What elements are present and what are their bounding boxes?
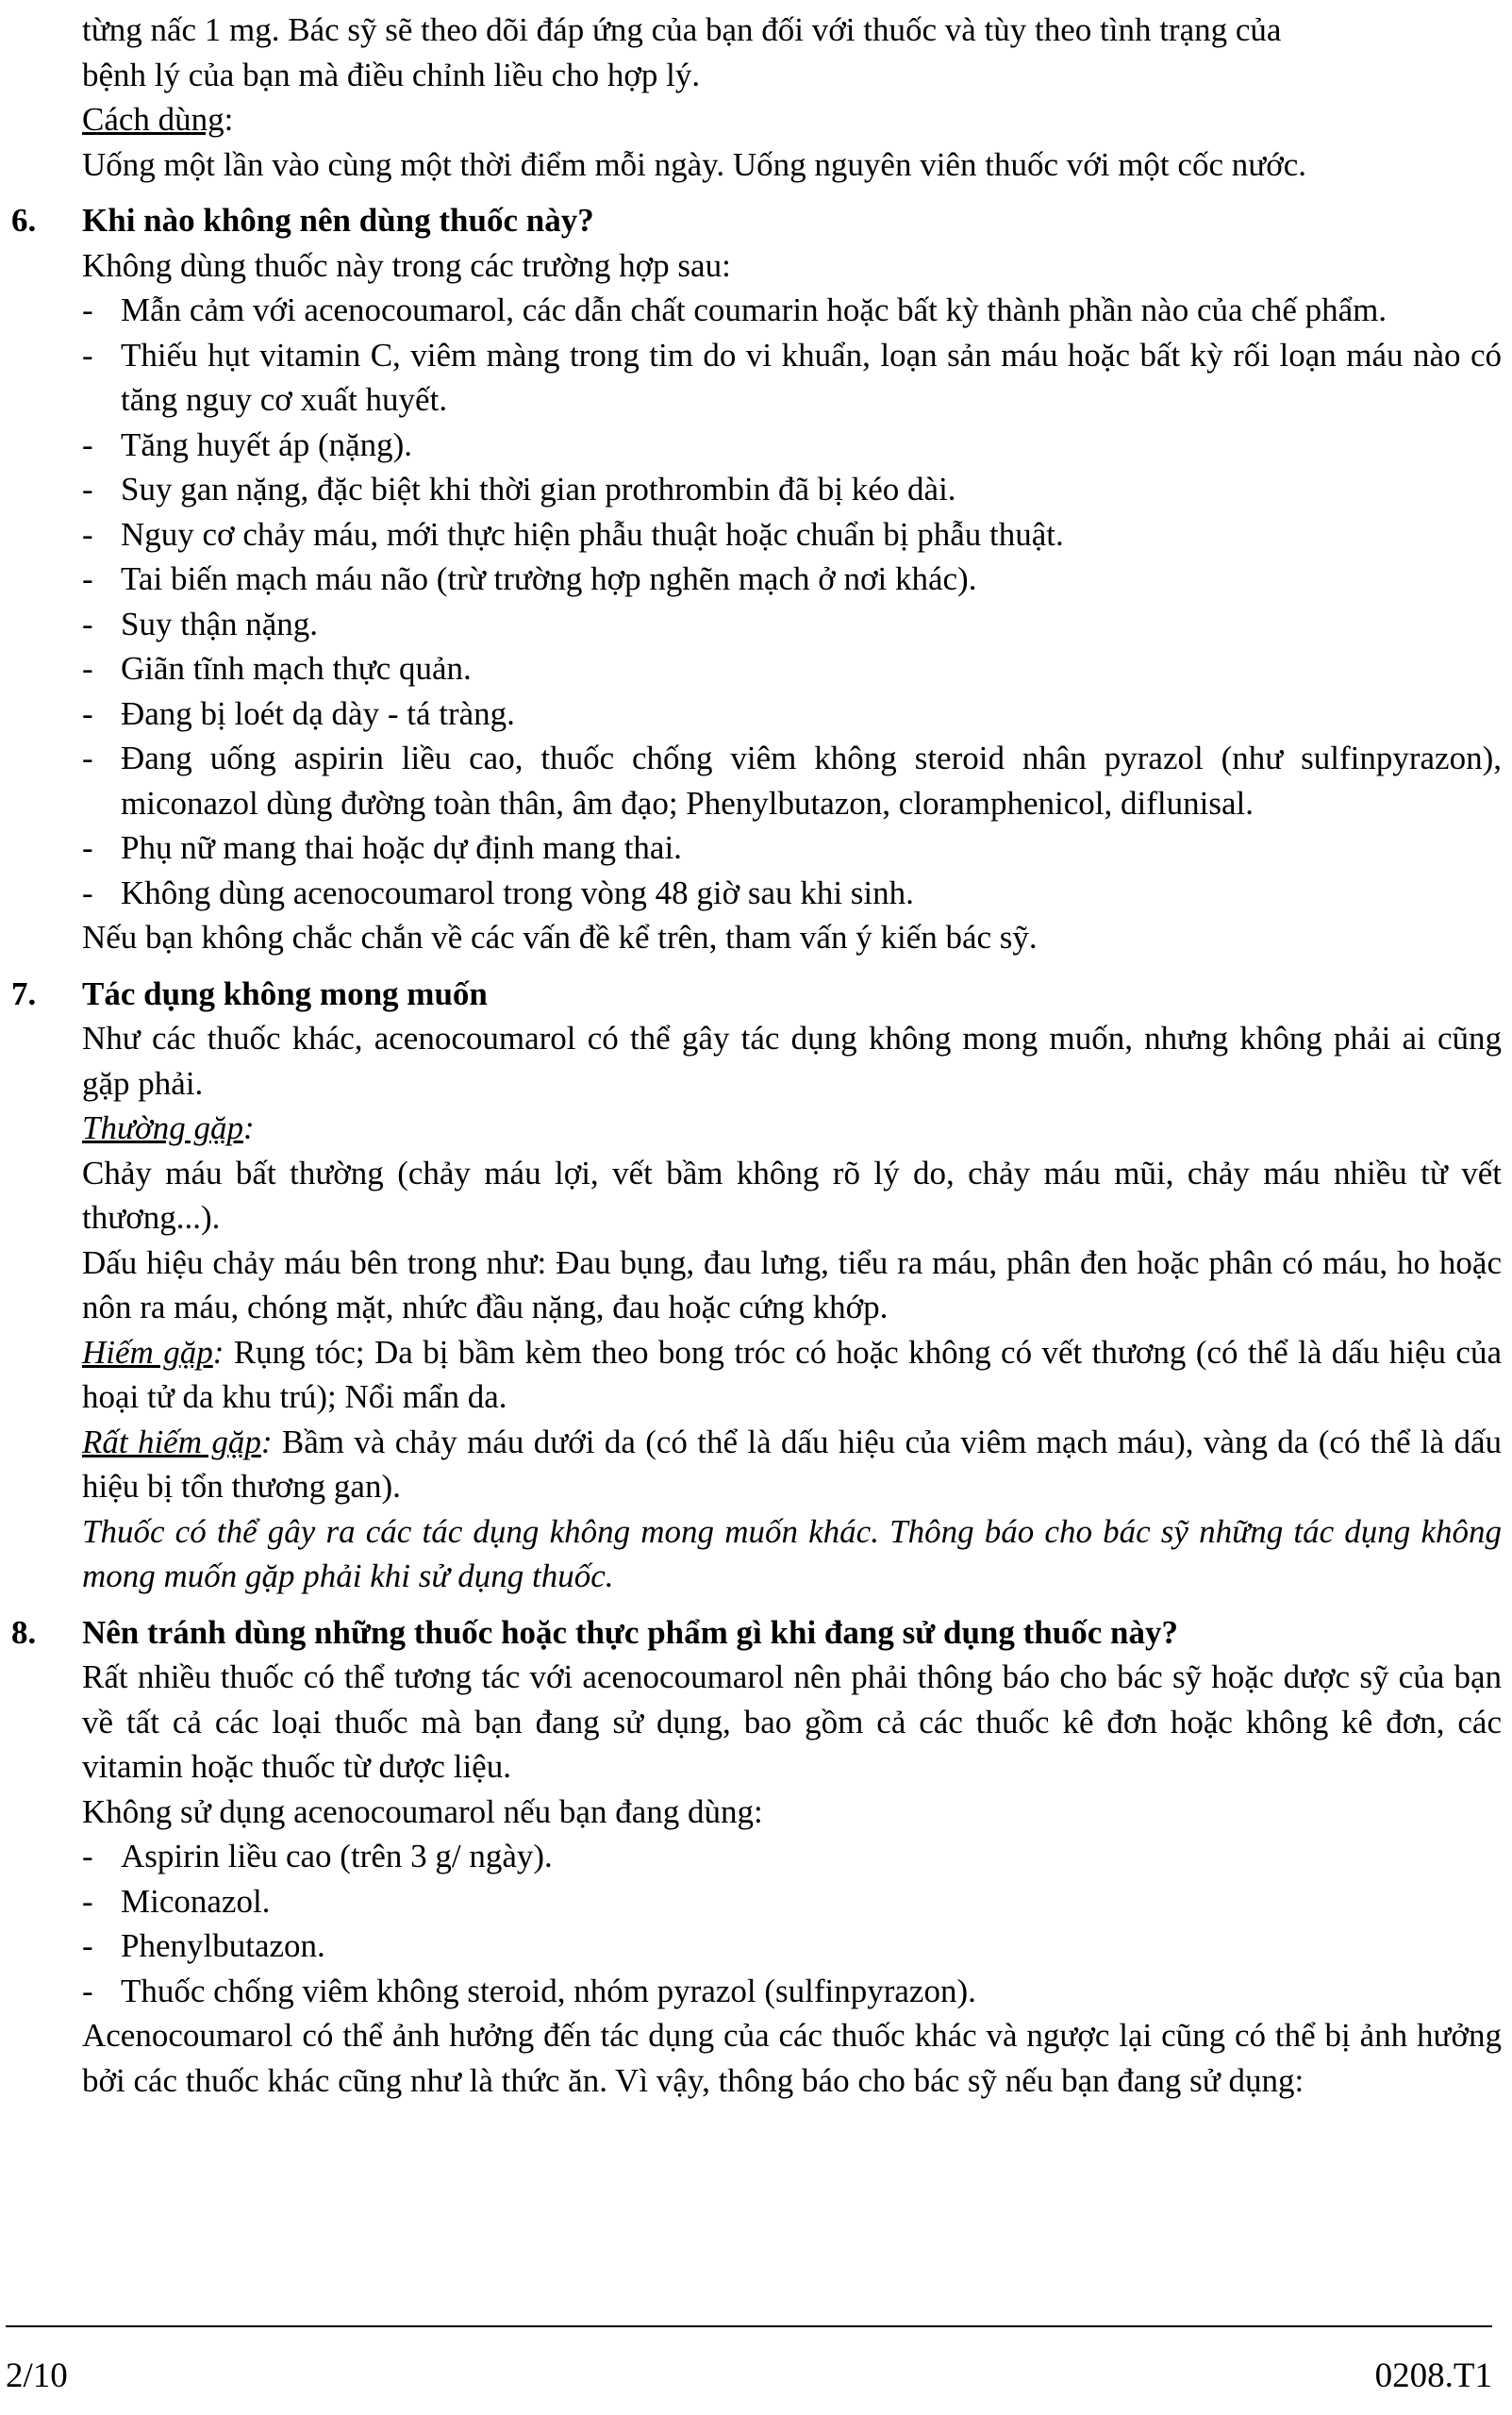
section-6-number: 6. xyxy=(11,202,37,239)
list-item-text: Đang uống aspirin liều cao, thuốc chống viêm không steroid nhân pyrazol (như sulfinpyrazon), miconazol dùng đường toàn thân, âm đạo; Phenylbutazon, cloramphenicol, diflunisal. xyxy=(121,740,1502,822)
very-rare-effects xyxy=(11,1420,1502,1509)
list-item xyxy=(82,1924,1502,1969)
list-dash: - xyxy=(82,829,93,866)
page-content xyxy=(11,8,1502,2103)
dosage-continuation-line-2: bệnh lý của bạn mà điều chỉnh liều cho hợp lý. xyxy=(82,56,701,93)
list-item xyxy=(82,646,1502,691)
list-dash: - xyxy=(82,1972,93,2009)
list-item-text: Thuốc chống viêm không steroid, nhóm pyrazol (sulfinpyrazon). xyxy=(121,1972,976,2009)
list-item-text: Giãn tĩnh mạch thực quản. xyxy=(121,650,472,687)
very-rare-label: Rất hiếm gặp xyxy=(82,1423,261,1460)
rare-text: Rụng tóc; Da bị bầm kèm theo bong tróc có hoặc không có vết thương (có thể là dấu hiệu của hoại tử da khu trú); Nổi mẩn da. xyxy=(82,1333,1502,1415)
list-item xyxy=(82,602,1502,647)
list-dash: - xyxy=(82,1927,93,1964)
dosage-continuation-line-1: từng nấc 1 mg. Bác sỹ sẽ theo dõi đáp ứng của bạn đối với thuốc và tùy theo tình trạng của xyxy=(82,11,1282,48)
list-item-text: Phenylbutazon. xyxy=(121,1927,325,1964)
common-colon: : xyxy=(242,1109,255,1146)
usage-colon: : xyxy=(224,101,234,138)
list-item-text: Đang bị loét dạ dày - tá tràng. xyxy=(121,694,515,732)
list-dash: - xyxy=(82,291,93,328)
footer-rule xyxy=(6,2325,1492,2327)
list-item xyxy=(82,871,1502,916)
section-7-note: Thuốc có thể gây ra các tác dụng không mong muốn khác. Thông báo cho bác sỹ những tác dụng không mong muốn gặp phải khi sử dụng thuốc. xyxy=(82,1512,1502,1594)
list-item-text: Suy thận nặng. xyxy=(121,605,319,642)
list-dash: - xyxy=(82,694,93,732)
list-item xyxy=(82,691,1502,737)
list-item xyxy=(82,333,1502,423)
list-item-text: Aspirin liều cao (trên 3 g/ ngày). xyxy=(121,1838,553,1874)
very-rare-text: Bầm và chảy máu dưới da (có thể là dấu hiệu của viêm mạch máu), vàng da (có thể là dấu hiệu bị tổn thương gan). xyxy=(82,1423,1503,1505)
section-6-title: Khi nào không nên dùng thuốc này? xyxy=(82,202,594,239)
list-item xyxy=(82,1969,1502,2014)
rare-colon: : xyxy=(212,1333,224,1371)
list-item xyxy=(82,512,1502,558)
rare-label: Hiếm gặp xyxy=(82,1333,213,1371)
section-8-intro: Rất nhiều thuốc có thể tương tác với acenocoumarol nên phải thông báo cho bác sỹ hoặc dược sỹ của bạn về tất cả các loại thuốc mà bạn đang sử dụng, bao gồm cả các thuốc kê đơn hoặc không kê đơn, các vitamin hoặc thuốc từ dược liệu. xyxy=(82,1658,1502,1785)
section-8-lead: Không sử dụng acenocoumarol nếu bạn đang dùng: xyxy=(82,1792,763,1830)
list-dash: - xyxy=(82,425,93,463)
list-item-text: Miconazol. xyxy=(121,1882,271,1920)
list-item-text: Không dùng acenocoumarol trong vòng 48 giờ sau khi sinh. xyxy=(121,874,914,911)
list-item xyxy=(82,557,1502,602)
list-dash: - xyxy=(82,1882,93,1920)
very-rare-colon: : xyxy=(260,1423,273,1460)
section-8-outro: Acenocoumarol có thể ảnh hưởng đến tác dụng của các thuốc khác và ngược lại cũng có thể bị ảnh hưởng bởi các thuốc khác cũng như là thức ăn. Vì vậy, thông báo cho bác sỹ nếu bạn đang sử dụng: xyxy=(82,2017,1502,2099)
common-heading xyxy=(11,1106,1502,1151)
list-item-text: Phụ nữ mang thai hoặc dự định mang thai. xyxy=(121,829,682,866)
list-dash: - xyxy=(82,471,93,508)
document-code: 0208.T1 xyxy=(1374,2357,1492,2395)
common-text-1: Chảy máu bất thường (chảy máu lợi, vết bầm không rõ lý do, chảy máu mũi, chảy máu nhiều từ vết thương...). xyxy=(82,1154,1502,1236)
list-item-text: Suy gan nặng, đặc biệt khi thời gian prothrombin đã bị kéo dài. xyxy=(121,471,956,508)
rare-effects xyxy=(11,1330,1502,1420)
list-item xyxy=(82,467,1502,512)
section-6-heading xyxy=(11,198,1502,243)
list-dash: - xyxy=(82,650,93,687)
list-item-text: Nguy cơ chảy máu, mới thực hiện phẫu thuật hoặc chuẩn bị phẫu thuật. xyxy=(121,515,1064,553)
list-item-text: Mẫn cảm với acenocoumarol, các dẫn chất coumarin hoặc bất kỳ thành phần nào của chế phẩm. xyxy=(121,291,1387,328)
section-8-number: 8. xyxy=(11,1613,37,1651)
list-item xyxy=(82,423,1502,468)
list-dash: - xyxy=(82,515,93,553)
page-footer xyxy=(6,2354,1492,2399)
contraindication-list xyxy=(11,288,1502,915)
section-7-number: 7. xyxy=(11,974,37,1012)
section-6-intro: Không dùng thuốc này trong các trường hợp sau: xyxy=(82,246,731,284)
common-label: Thường gặp xyxy=(82,1109,243,1146)
list-item xyxy=(82,825,1502,871)
list-item xyxy=(82,1834,1502,1879)
usage-text: Uống một lần vào cùng một thời điểm mỗi ngày. Uống nguyên viên thuốc với một cốc nước. xyxy=(82,145,1306,183)
section-8-title: Nên tránh dùng những thuốc hoặc thực phẩm gì khi đang sử dụng thuốc này? xyxy=(82,1613,1178,1651)
list-dash: - xyxy=(82,874,93,911)
list-item-text: Thiếu hụt vitamin C, viêm màng trong tim do vi khuẩn, loạn sản máu hoặc bất kỳ rối loạn máu nào có tăng nguy cơ xuất huyết. xyxy=(121,336,1502,418)
section-7-title: Tác dụng không mong muốn xyxy=(82,974,488,1012)
page-number: 2/10 xyxy=(6,2357,68,2395)
list-item xyxy=(82,1879,1502,1924)
usage-label: Cách dùng xyxy=(82,101,224,138)
list-dash: - xyxy=(82,605,93,642)
list-dash: - xyxy=(82,336,93,374)
drug-avoid-list xyxy=(11,1834,1502,2013)
section-7-intro: Như các thuốc khác, acenocoumarol có thể gây tác dụng không mong muốn, nhưng không phải ai cũng gặp phải. xyxy=(82,1020,1502,1102)
list-item-text: Tai biến mạch máu não (trừ trường hợp nghẽn mạch ở nơi khác). xyxy=(121,560,977,597)
list-dash: - xyxy=(82,1838,93,1874)
section-7-heading xyxy=(11,972,1502,1017)
list-dash: - xyxy=(82,740,93,776)
section-8-heading xyxy=(11,1610,1502,1656)
list-item xyxy=(82,288,1502,333)
section-6-outro: Nếu bạn không chắc chắn về các vấn đề kể trên, tham vấn ý kiến bác sỹ. xyxy=(82,919,1038,956)
list-dash: - xyxy=(82,560,93,597)
common-text-2: Dấu hiệu chảy máu bên trong như: Đau bụng, đau lưng, tiểu ra máu, phân đen hoặc phân có máu, ho hoặc nôn ra máu, chóng mặt, nhức đầu nặng, đau hoặc cứng khớp. xyxy=(82,1243,1502,1325)
list-item xyxy=(82,736,1502,825)
list-item-text: Tăng huyết áp (nặng). xyxy=(121,425,413,463)
usage-heading xyxy=(11,97,1502,142)
